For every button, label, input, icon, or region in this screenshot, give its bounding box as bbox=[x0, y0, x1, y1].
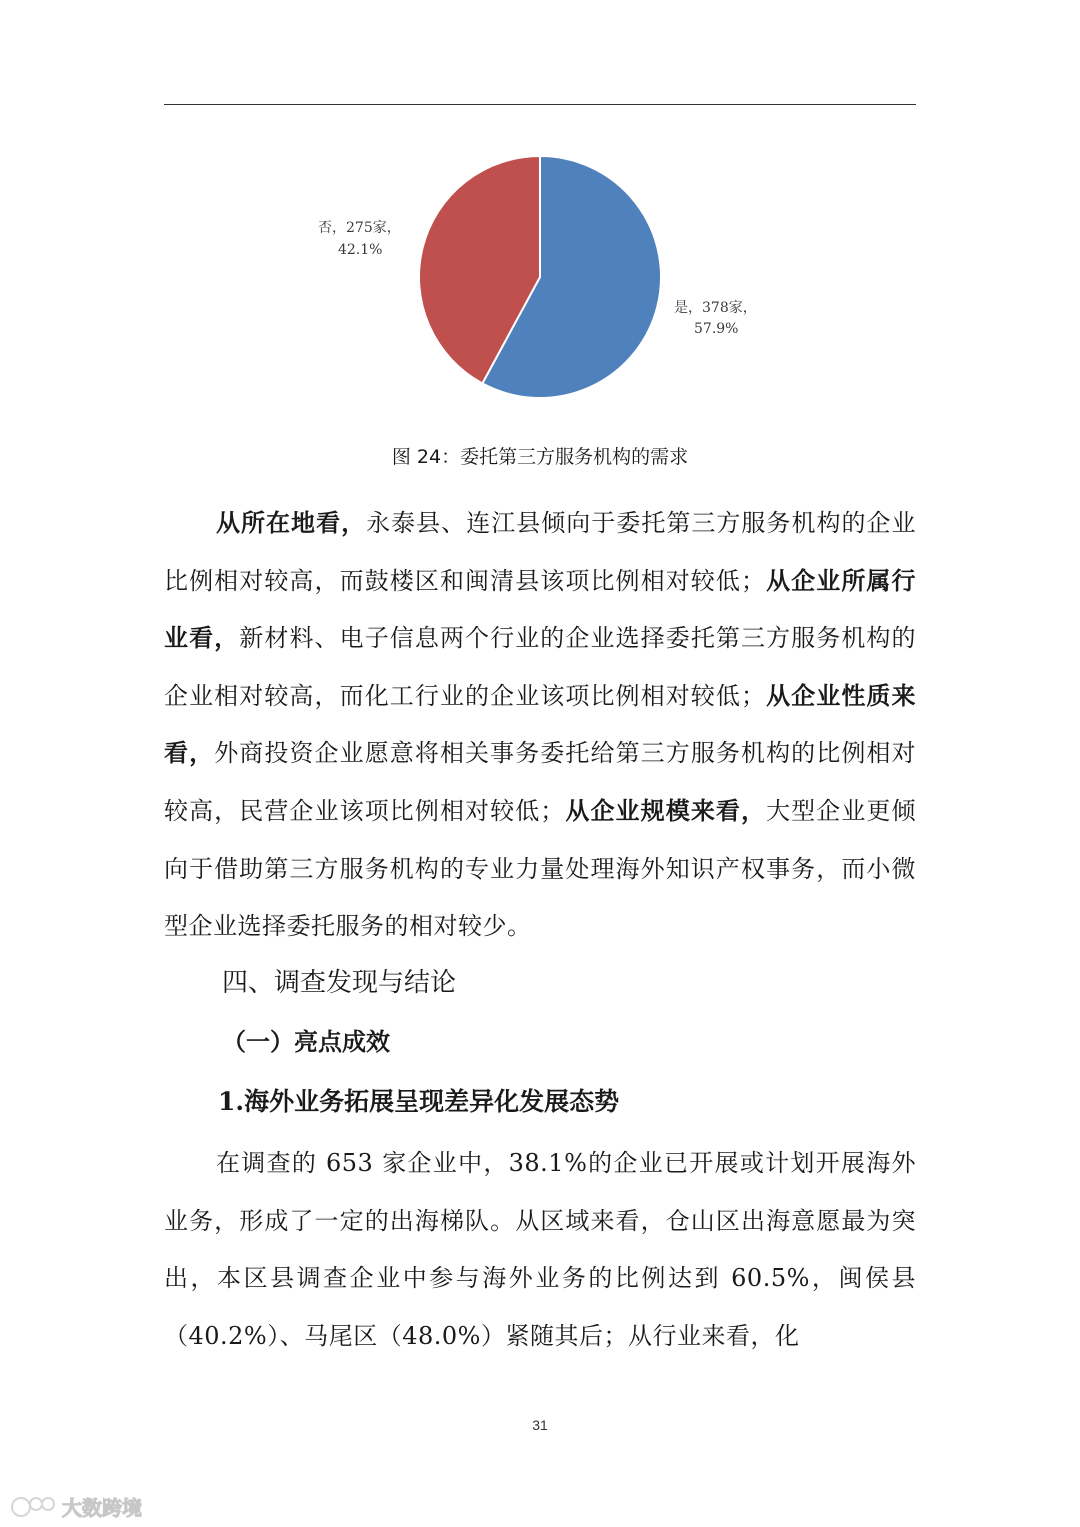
watermark-logo-icon bbox=[10, 1494, 56, 1520]
pie-chart bbox=[290, 140, 810, 420]
slice-label-no-line1: 否，275家， bbox=[318, 220, 401, 236]
figure-caption: 图 24：委托第三方服务机构的需求 bbox=[391, 446, 689, 468]
paragraph-2-text: 在调查的 653 家企业中，38.1%的企业已开展或计划开展海外业务，形成了一定的出海梯队。从区域来看，仓山区出海意愿最为突出，本区县调查企业中参与海外业务的比例达到 60.5%，闽侯县（40.2%）、马尾区（48.0%）紧随其后；从行业来看，化 bbox=[164, 1149, 916, 1350]
para1-text-4: 大型企业更倾向于借助第三方服务机构的专业力量处理海外知识产权事务，而小微型企业选择委托服务的相对较少。 bbox=[164, 796, 917, 941]
para1-text-2: 新材料、电子信息两个行业的企业选择委托第三方服务机构的企业相对较高，而化工行业的企业该项比例相对较低； bbox=[164, 624, 917, 710]
paragraph-1 bbox=[164, 495, 916, 956]
slice-label-yes-line2: 57.9% bbox=[694, 321, 739, 337]
page-number: 31 bbox=[532, 1417, 548, 1433]
header-rule bbox=[164, 104, 916, 105]
para1-bold-4: 从企业规模来看， bbox=[564, 796, 767, 825]
paragraph-2 bbox=[164, 1135, 916, 1365]
slice-label-yes-line1: 是，378家， bbox=[674, 300, 757, 316]
sub-heading: （一）亮点成效 bbox=[222, 1027, 390, 1056]
para1-bold-2: 从企业所属行业看， bbox=[164, 566, 917, 653]
pie-chart-svg bbox=[290, 140, 810, 420]
watermark-text: 大数跨境 bbox=[62, 1496, 142, 1520]
para1-bold-1: 从所在地看， bbox=[216, 509, 367, 537]
para1-text-1: 永泰县、连江县倾向于委托第三方服务机构的企业比例相对较高，而鼓楼区和闽清县该项比例相对较低； bbox=[164, 509, 917, 595]
para1-text-3: 外商投资企业愿意将相关事务委托给第三方服务机构的比例相对较高，民营企业该项比例相对较低； bbox=[164, 739, 917, 825]
section-heading: 四、调查发现与结论 bbox=[222, 968, 457, 998]
item-heading: 1.海外业务拓展呈现差异化发展态势 bbox=[218, 1087, 620, 1116]
para1-bold-3: 从企业性质来看， bbox=[164, 681, 917, 768]
watermark bbox=[10, 1492, 142, 1521]
slice-label-no-line2: 42.1% bbox=[338, 242, 383, 258]
